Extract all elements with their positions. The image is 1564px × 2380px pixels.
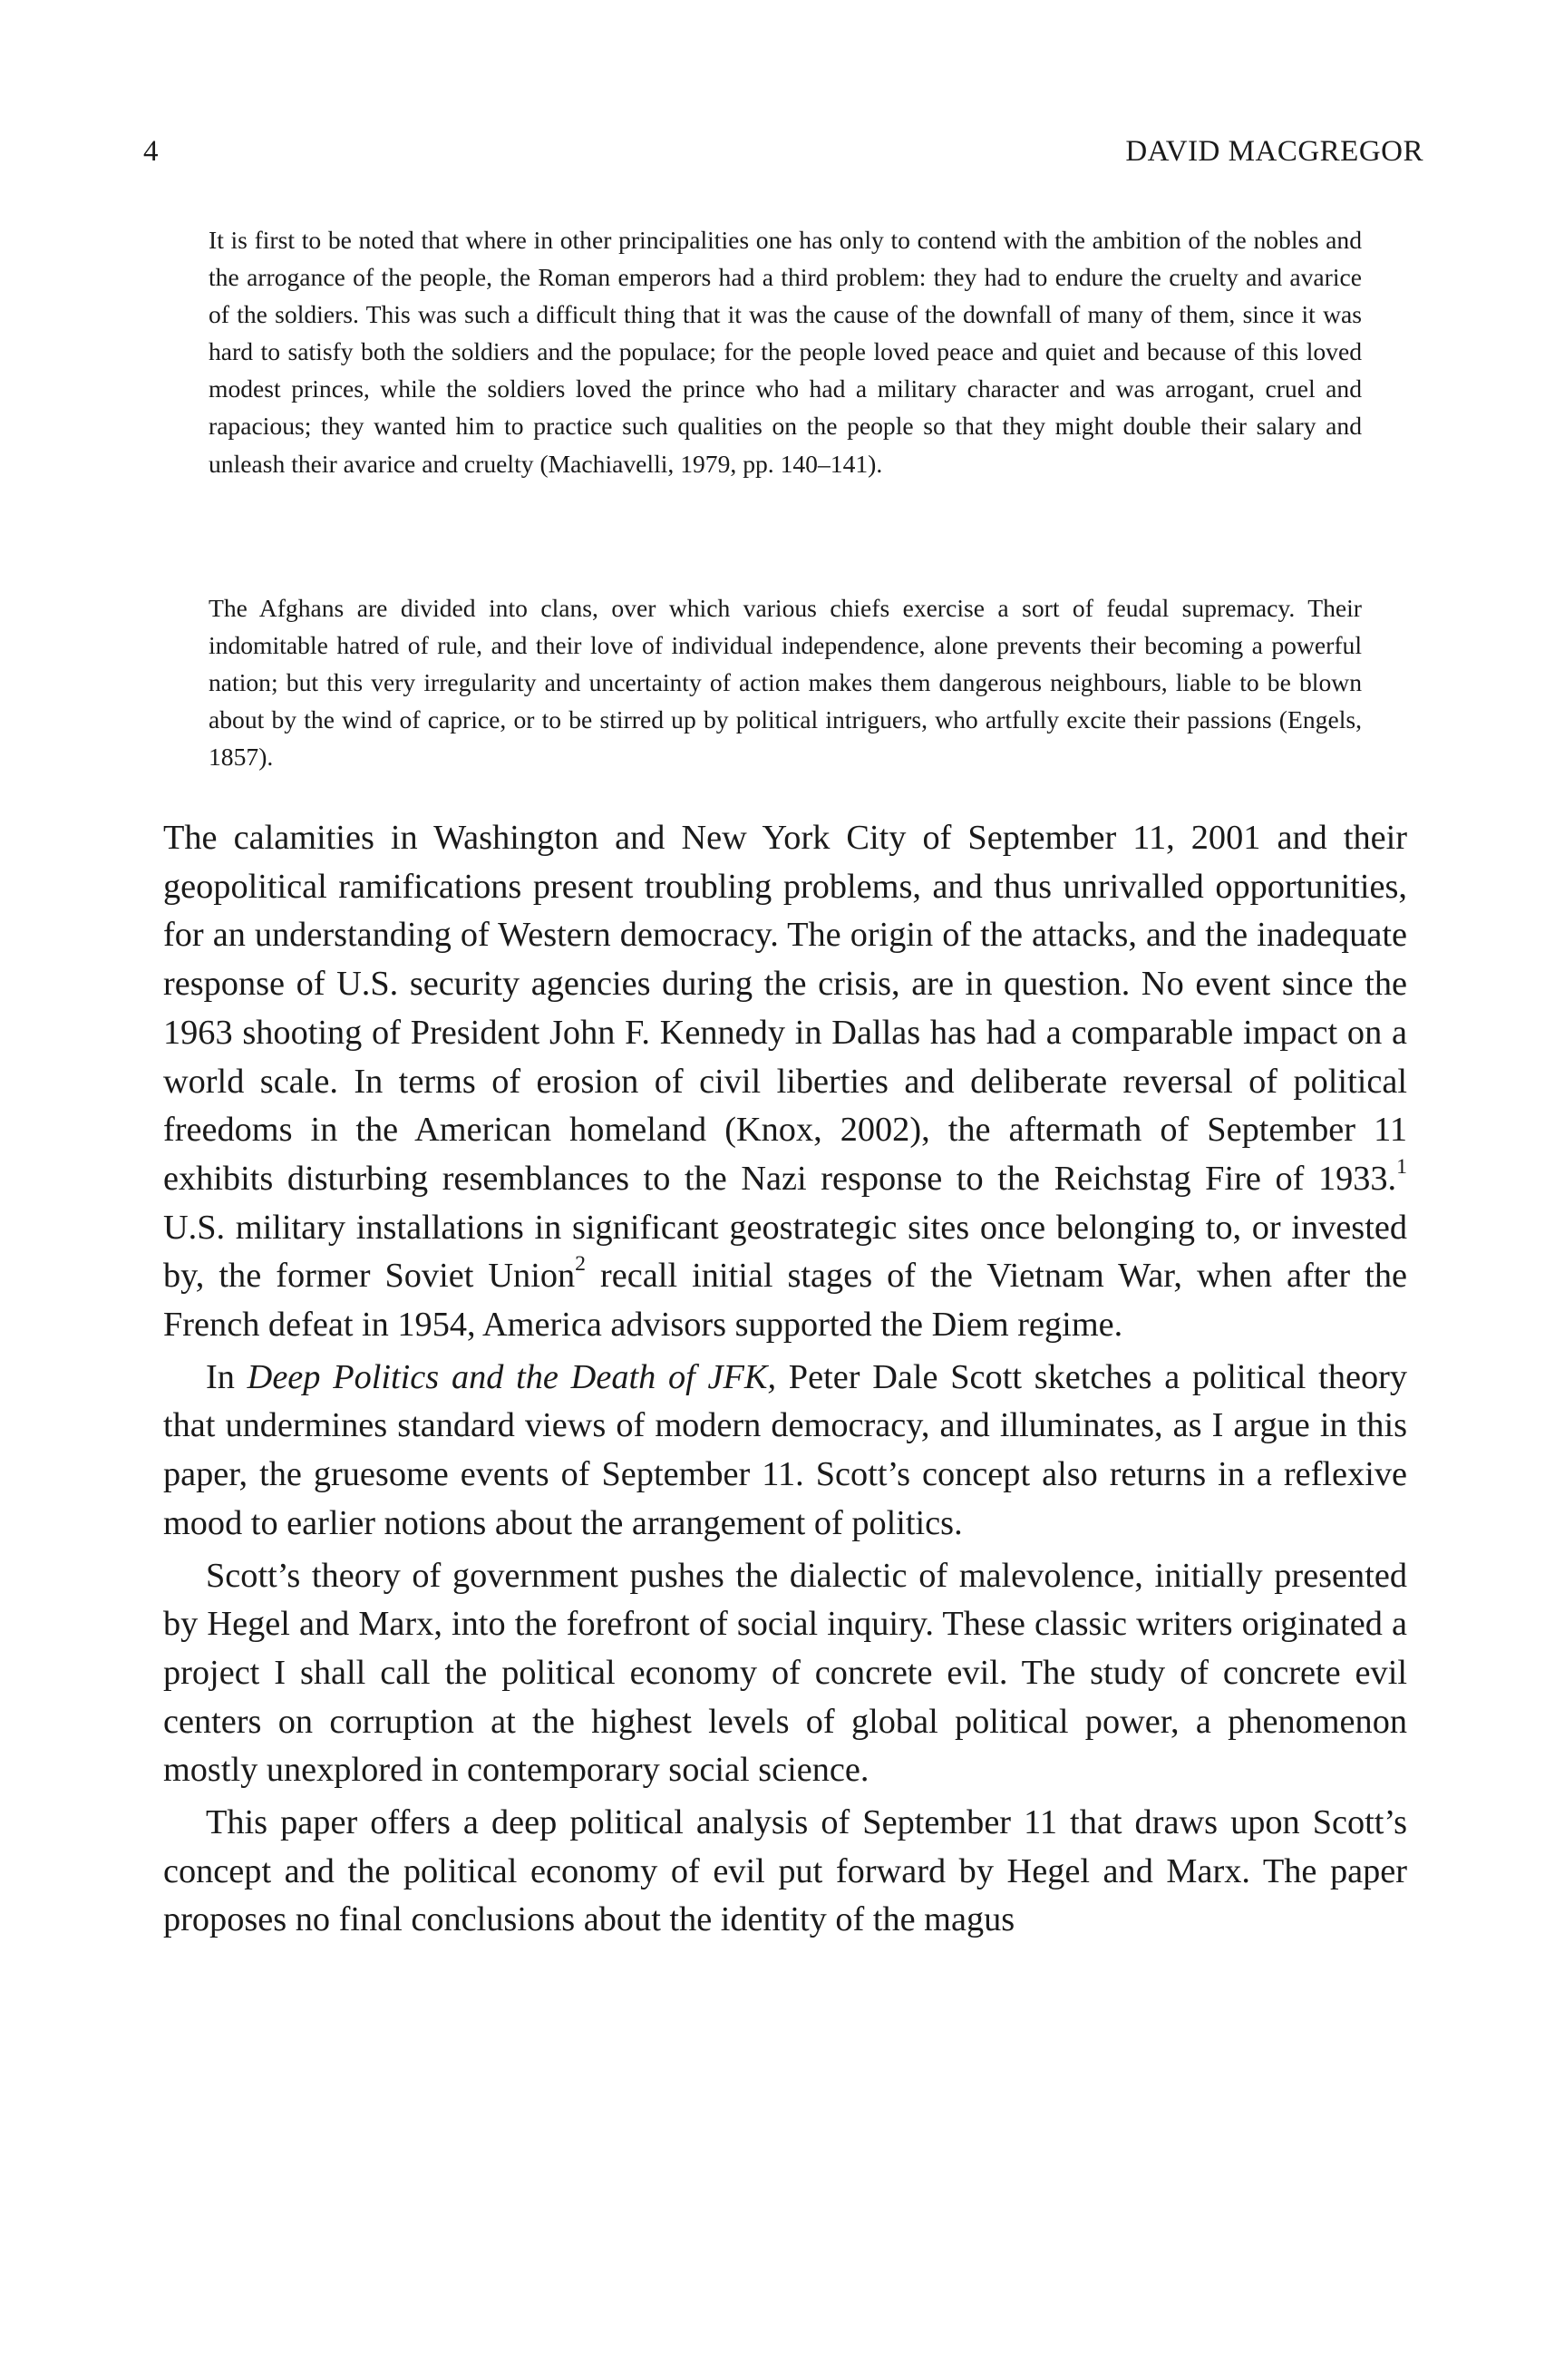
- page-header: [143, 129, 1423, 174]
- page-number: 4: [143, 135, 159, 168]
- paragraph-1: [163, 814, 1407, 1350]
- footnote-ref-1: 1: [1396, 1155, 1407, 1180]
- epigraph-machiavelli: It is first to be noted that where in other principalities one has only to contend with the ambition of the nobles and the arrogance of the people, the Roman emperors had a third problem: they had to endure the cruelty and avarice of the soldiers. This was such a difficult thing that it was the cause of the downfall of many of them, since it was hard to satisfy both the soldiers and the populace; for the people loved peace and quiet and because of this loved modest princes, while the soldiers loved the prince who had a military character and was arrogant, cruel and rapacious; they wanted him to practice such qualities on the people so that they might double their salary and unleash their avarice and cruelty (Machiavelli, 1979, pp. 140–141).: [209, 226, 1362, 478]
- epigraph-engels: The Afghans are divided into clans, over which various chiefs exercise a sort of feudal supremacy. Their indomitable hatred of rule, and their love of individual independence, alone prevents their becoming a powerful nation; but this very irregularity and uncertainty of action makes them dangerous neighbours, liable to be blown about by the wind of caprice, or to be stirred up by political intriguers, who artfully excite their passions (Engels, 1857).: [209, 594, 1362, 772]
- running-head: DAVID MACGREGOR: [1125, 135, 1423, 168]
- paragraph-2-lead: In: [206, 1357, 248, 1396]
- paragraph-2: [163, 1354, 1407, 1549]
- paragraph-4: This paper offers a deep political analysis of September 11 that draws upon Scott’s concept and the political economy of evil put forward by Hegel and Marx. The paper proposes no final conclusions about the identity of the magus: [163, 1803, 1407, 1939]
- footnote-ref-2: 2: [575, 1252, 587, 1277]
- book-title: Deep Politics and the Death of JFK,: [247, 1357, 777, 1396]
- body-text: [163, 814, 1407, 1945]
- paragraph-3: Scott’s theory of government pushes the dialectic of malevolence, initially presented by Hegel and Marx, into the forefront of social inquiry. These classic writers originated a project I shall call the political economy of concrete evil. The study of concrete evil centers on corruption at the highest levels of global political power, a phenomenon mostly unexplored in contemporary social science.: [163, 1556, 1407, 1790]
- paragraph-1-part-1: The calamities in Washington and New York City of September 11, 2001 and their geopolitical ramifications present troubling problems, and thus unrivalled opportunities, for an understanding of Western democracy. The origin of the attacks, and the inadequate response of U.S. security agencies during the crisis, are in question. No event since the 1963 shooting of President John F. Kennedy in Dallas has had a comparable impact on a world scale. In terms of erosion of civil liberties and deliberate reversal of political freedoms in the American homeland (Knox, 2002), the aftermath of September 11 exhibits disturbing resemblances to the Nazi response to the Reichstag Fire of 1933.: [163, 819, 1407, 1198]
- paragraph-1-part-2: U.S. military installations in significant geostrategic sites once belonging to, or invested by, the former Soviet Union: [163, 1208, 1407, 1296]
- paragraph-1-part-3: recall initial stages of the Vietnam War, when after the French defeat in 1954, America advisors supported the Diem regime.: [163, 1257, 1407, 1345]
- paragraph-2-rest: Peter Dale Scott sketches a political theory that undermines standard views of modern democracy, and illuminates, as I argue in this paper, the gruesome events of September 11. Scott’s concept also returns in a reflexive mood to earlier notions about the arrangement of politics.: [163, 1357, 1408, 1542]
